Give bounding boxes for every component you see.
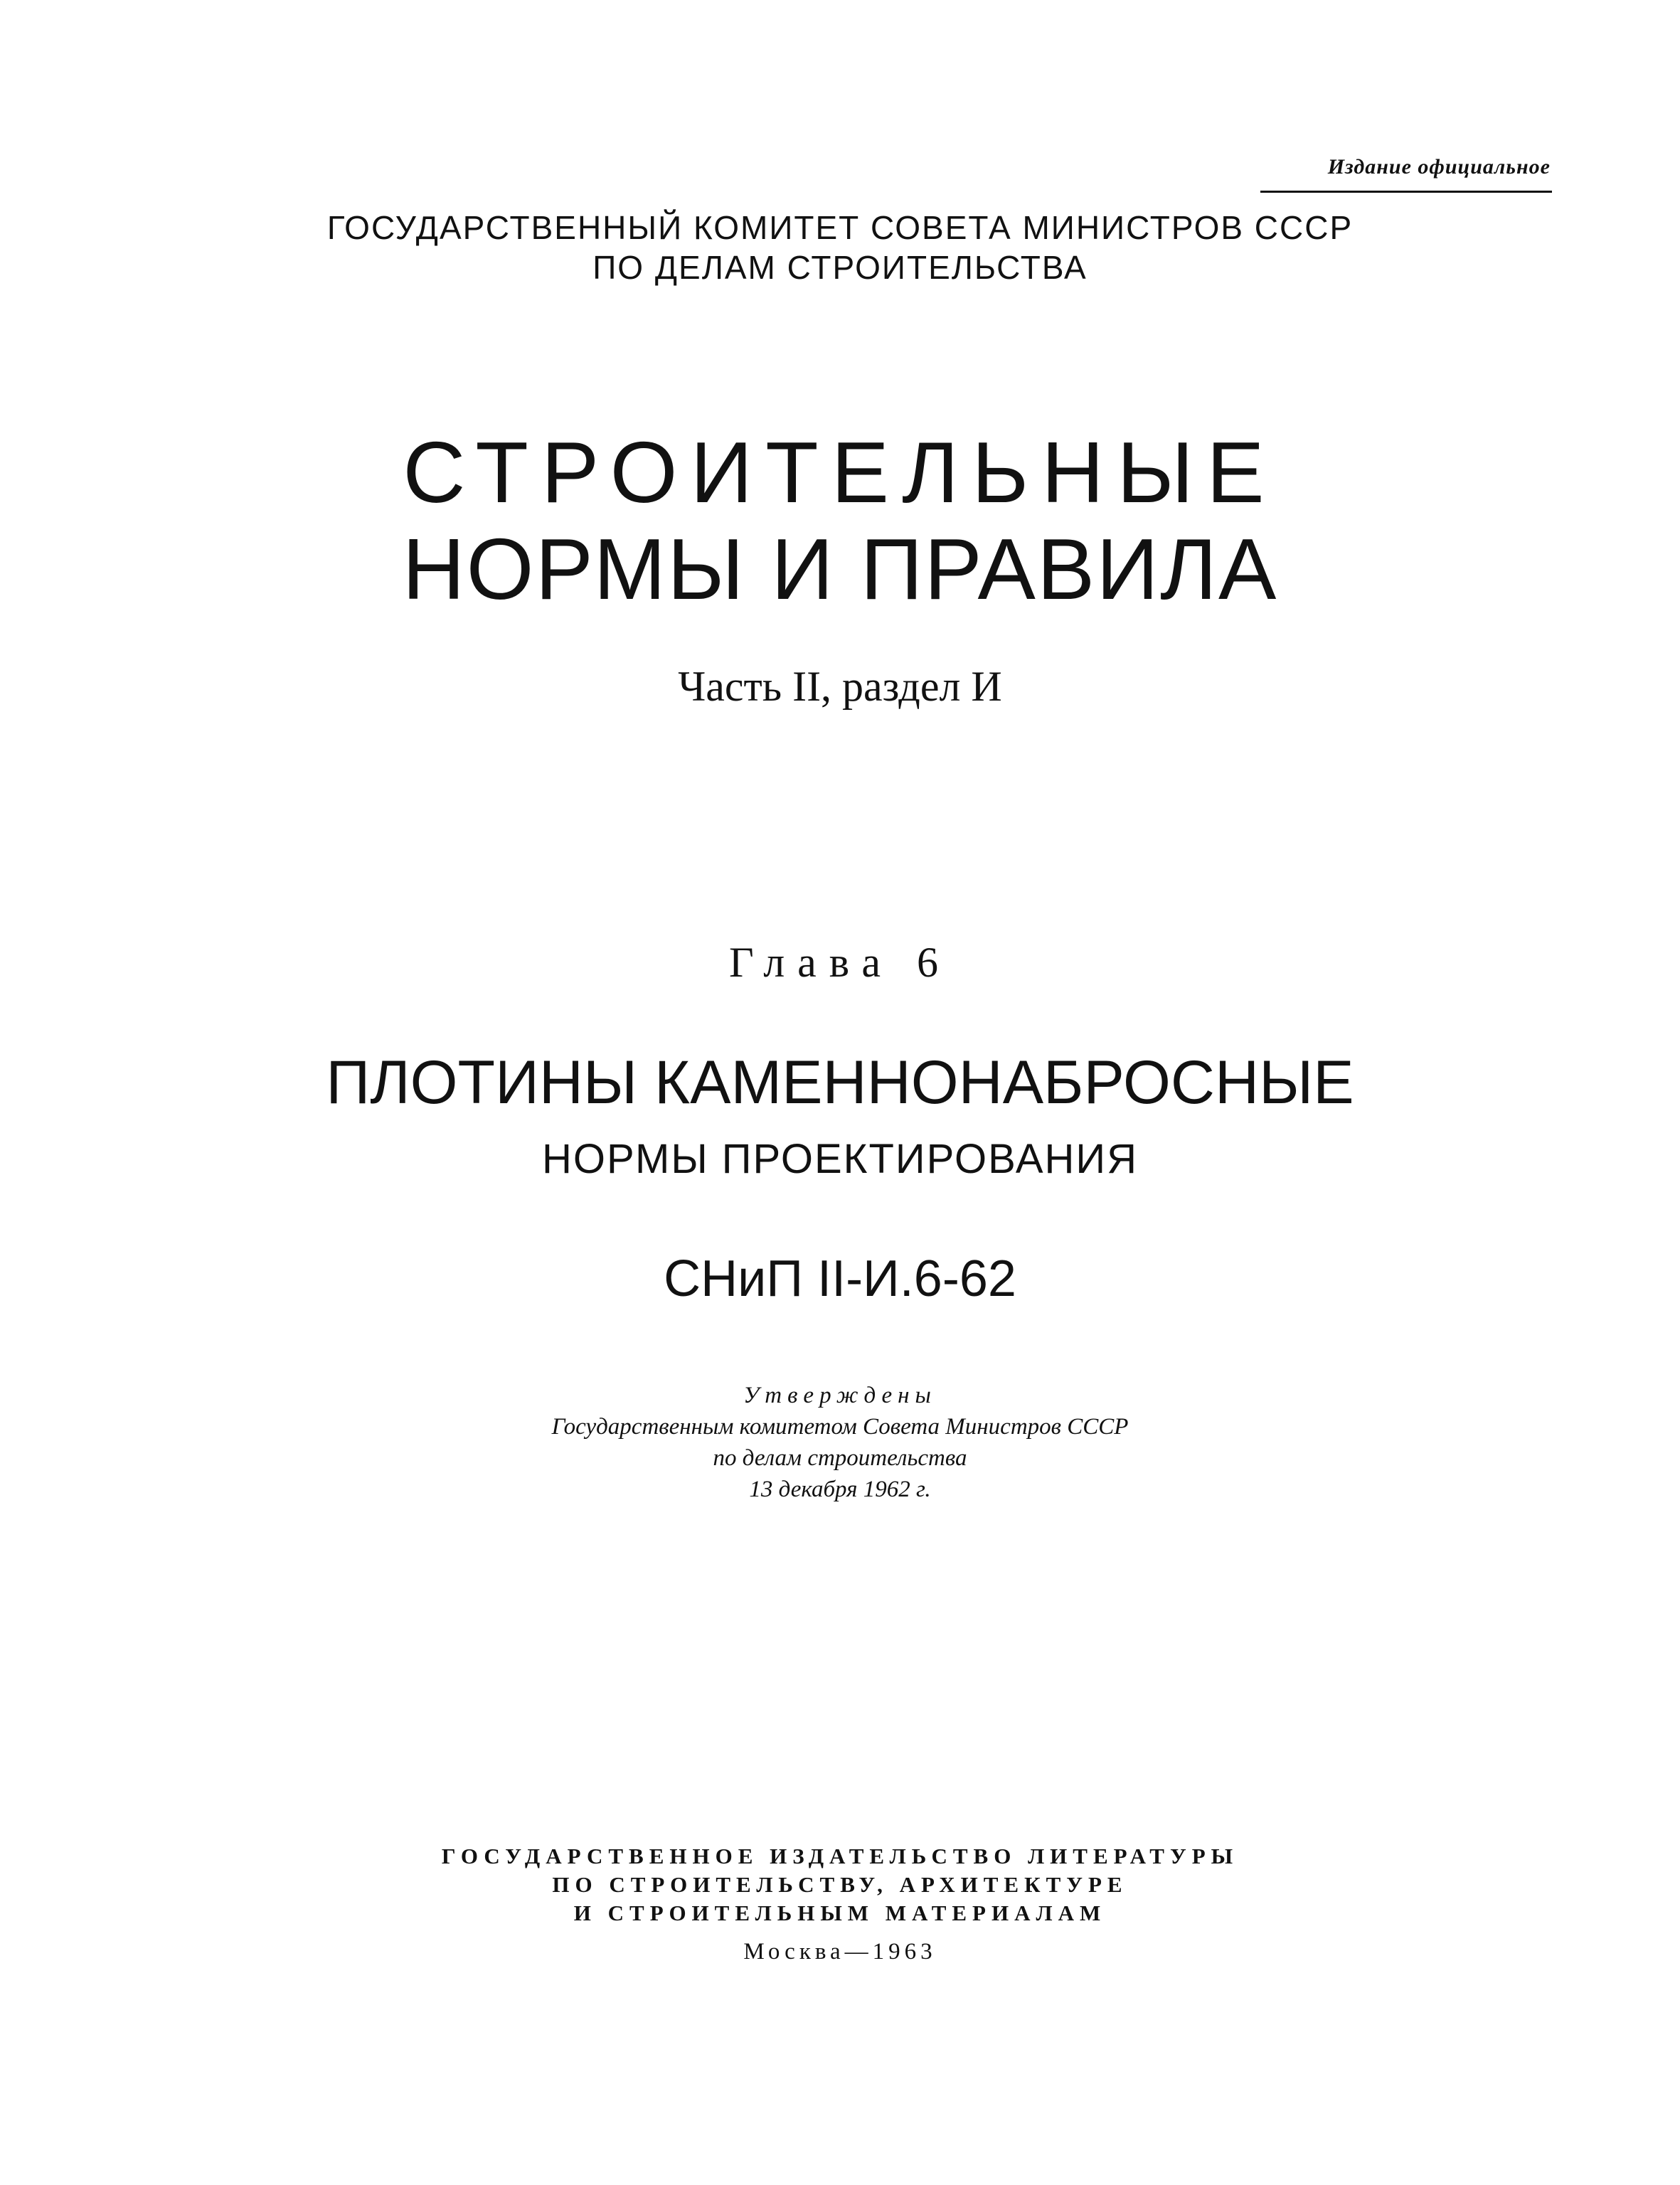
committee-name — [0, 208, 1680, 287]
part-label: Часть II, раздел И — [678, 663, 1002, 710]
committee-line: ГОСУДАРСТВЕННЫЙ КОМИТЕТ СОВЕТА МИНИСТРОВ СССР — [326, 209, 1354, 246]
chapter-subtitle: НОРМЫ ПРОЕКТИРОВАНИЯ — [541, 1136, 1139, 1182]
approval-line: Государственным комитетом Совета Министров СССР — [551, 1414, 1129, 1440]
approval-line: 13 декабря 1962 г. — [749, 1477, 931, 1502]
chapter-title: ПЛОТИНЫ КАМЕННОНАБРОСНЫЕ — [326, 1048, 1354, 1117]
edition-underline — [1260, 191, 1552, 193]
main-title — [0, 424, 1680, 617]
publisher-line: ГОСУДАРСТВЕННОЕ ИЗДАТЕЛЬСТВО ЛИТЕРАТУРЫ — [441, 1844, 1239, 1868]
publisher-line: ПО СТРОИТЕЛЬСТВУ, АРХИТЕКТУРЕ — [552, 1872, 1128, 1897]
approval-note — [0, 1380, 1680, 1505]
publisher-name — [0, 1842, 1680, 1928]
committee-line: ПО ДЕЛАМ СТРОИТЕЛЬСТВА — [592, 249, 1088, 286]
document-code: СНиП II-И.6-62 — [664, 1250, 1016, 1307]
chapter-label: Глава 6 — [729, 939, 951, 986]
approval-line: по делам строительства — [713, 1445, 967, 1471]
edition-label: Издание официальное — [1327, 155, 1551, 179]
main-title-line: СТРОИТЕЛЬНЫЕ — [403, 424, 1277, 521]
main-title-line: НОРМЫ И ПРАВИЛА — [402, 521, 1278, 617]
approval-heading: Утверждены — [743, 1383, 937, 1408]
city-year: Москва—1963 — [743, 1939, 937, 1965]
publisher-line: И СТРОИТЕЛЬНЫМ МАТЕРИАЛАМ — [573, 1900, 1107, 1925]
